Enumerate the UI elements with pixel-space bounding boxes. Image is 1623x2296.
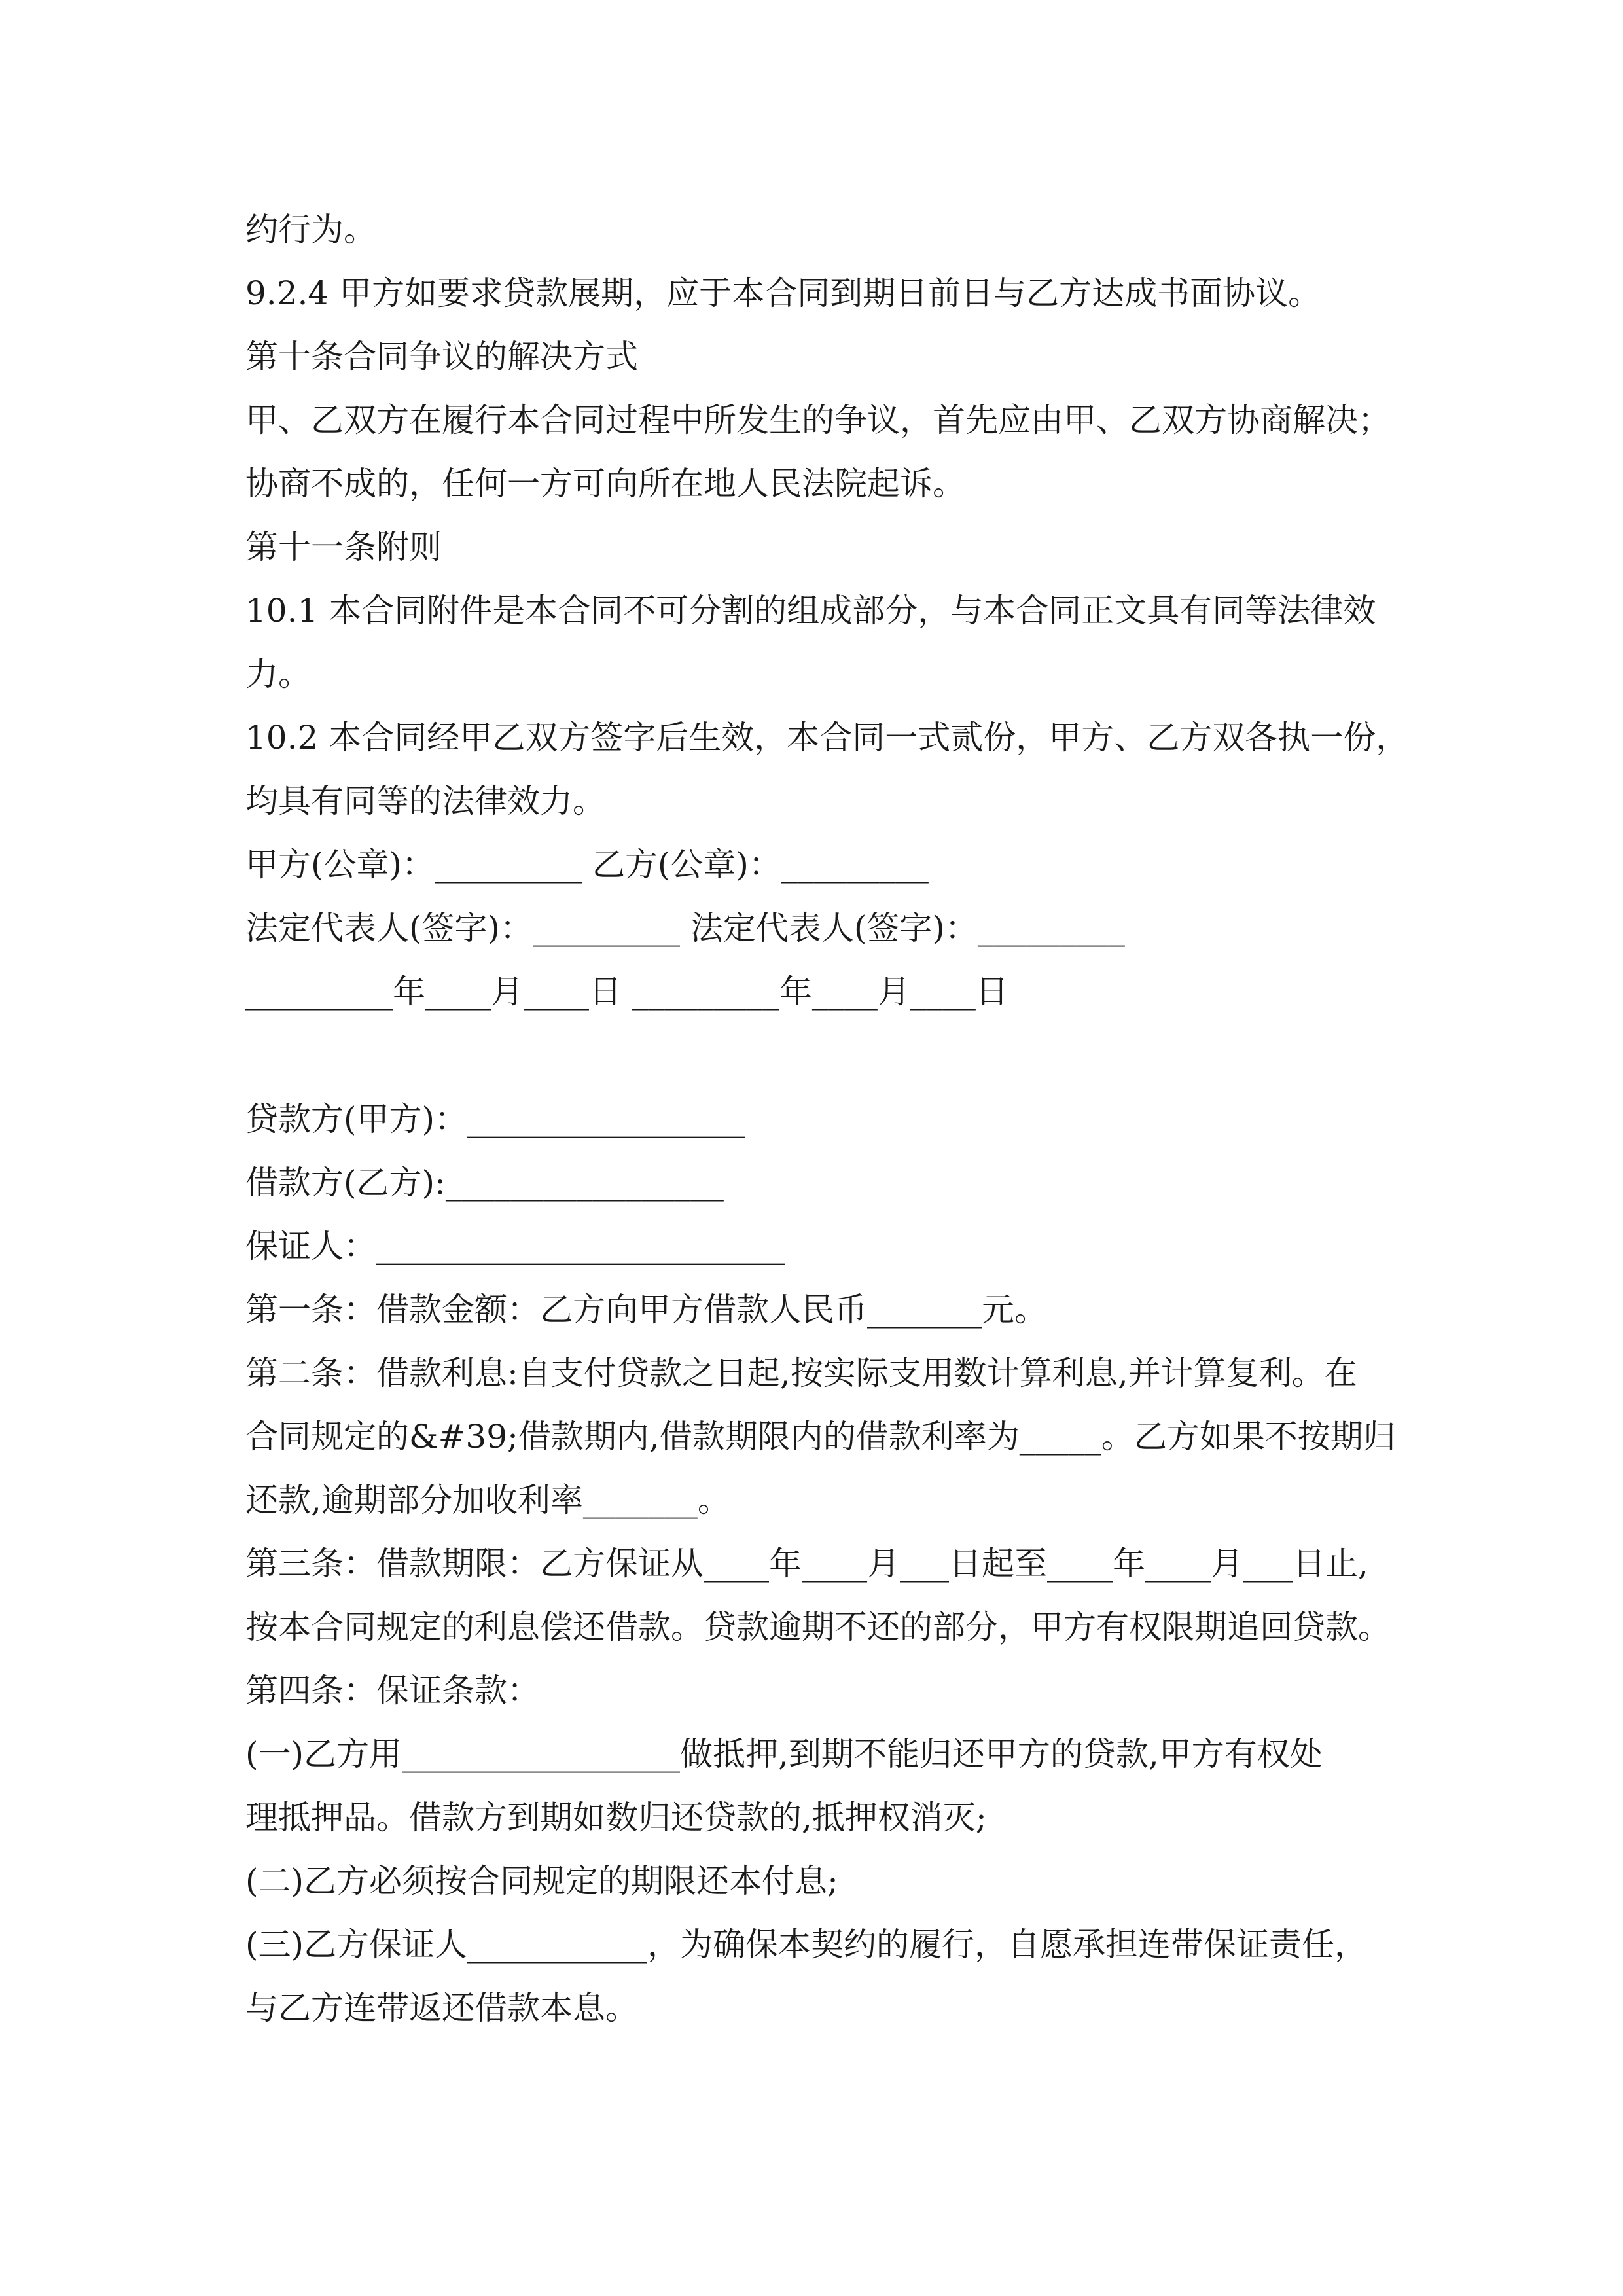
text-line: 9.2.4 甲方如要求贷款展期，应于本合同到期日前日与乙方达成书面协议。 xyxy=(245,274,1321,312)
text-line: 甲、乙双方在履行本合同过程中所发生的争议，首先应由甲、乙双方协商解决； xyxy=(245,401,1391,439)
text-line: (三)乙方保证人___________，为确保本契约的履行，自愿承担连带保证责任， xyxy=(245,1926,1368,1964)
text-line: 10.1 本合同附件是本合同不可分割的组成部分，与本合同正文具有同等法律效 xyxy=(245,592,1376,630)
text-line: 第一条：借款金额：乙方向甲方借款人民币_______元。 xyxy=(245,1291,1047,1329)
guarantor-line: 保证人：_________________________ xyxy=(245,1227,785,1265)
text-line: (二)乙方必须按合同规定的期限还本付息; xyxy=(245,1862,838,1900)
text-line: 与乙方连带返还借款本息。 xyxy=(245,1989,638,2027)
section-heading: 第十一条附则 xyxy=(245,528,442,566)
text-line: 合同规定的&#39;借款期内,借款期限内的借款利率为_____。乙方如果不按期归 xyxy=(245,1418,1396,1456)
borrower-line: 借款方(乙方):_________________ xyxy=(245,1164,724,1202)
text-line: (一)乙方用_________________做抵押,到期不能归还甲方的贷款,甲方有权处 xyxy=(245,1735,1323,1773)
lender-line: 贷款方(甲方)：_________________ xyxy=(245,1100,746,1138)
section-heading: 第四条：保证条款： xyxy=(245,1672,540,1710)
seal-line: 甲方(公章)：_________ 乙方(公章)：_________ xyxy=(245,846,929,884)
section-heading: 第十条合同争议的解决方式 xyxy=(245,338,638,376)
text-line: 理抵押品。借款方到期如数归还贷款的,抵押权消灭; xyxy=(245,1799,987,1837)
text-line: 力。 xyxy=(245,655,311,693)
text-line: 均具有同等的法律效力。 xyxy=(245,782,605,820)
text-line: 第三条：借款期限：乙方保证从____年____月___日起至____年____月___日止, xyxy=(245,1545,1368,1583)
text-line: 第二条：借款利息:自支付贷款之日起,按实际支用数计算利息,并计算复利。在 xyxy=(245,1354,1357,1392)
text-line: 约行为。 xyxy=(245,211,376,249)
text-line: 还款,逾期部分加收利率_______。 xyxy=(245,1481,730,1519)
text-line: 按本合同规定的利息偿还借款。贷款逾期不还的部分，甲方有权限期追回贷款。 xyxy=(245,1608,1391,1646)
text-line: 10.2 本合同经甲乙双方签字后生效，本合同一式贰份，甲方、乙方双各执一份， xyxy=(245,719,1409,757)
date-line: _________年____月____日 _________年____月____日 xyxy=(245,973,1008,1011)
signature-line: 法定代表人(签字)：_________ 法定代表人(签字)：_________ xyxy=(245,909,1125,947)
text-line: 协商不成的，任何一方可向所在地人民法院起诉。 xyxy=(245,465,965,503)
